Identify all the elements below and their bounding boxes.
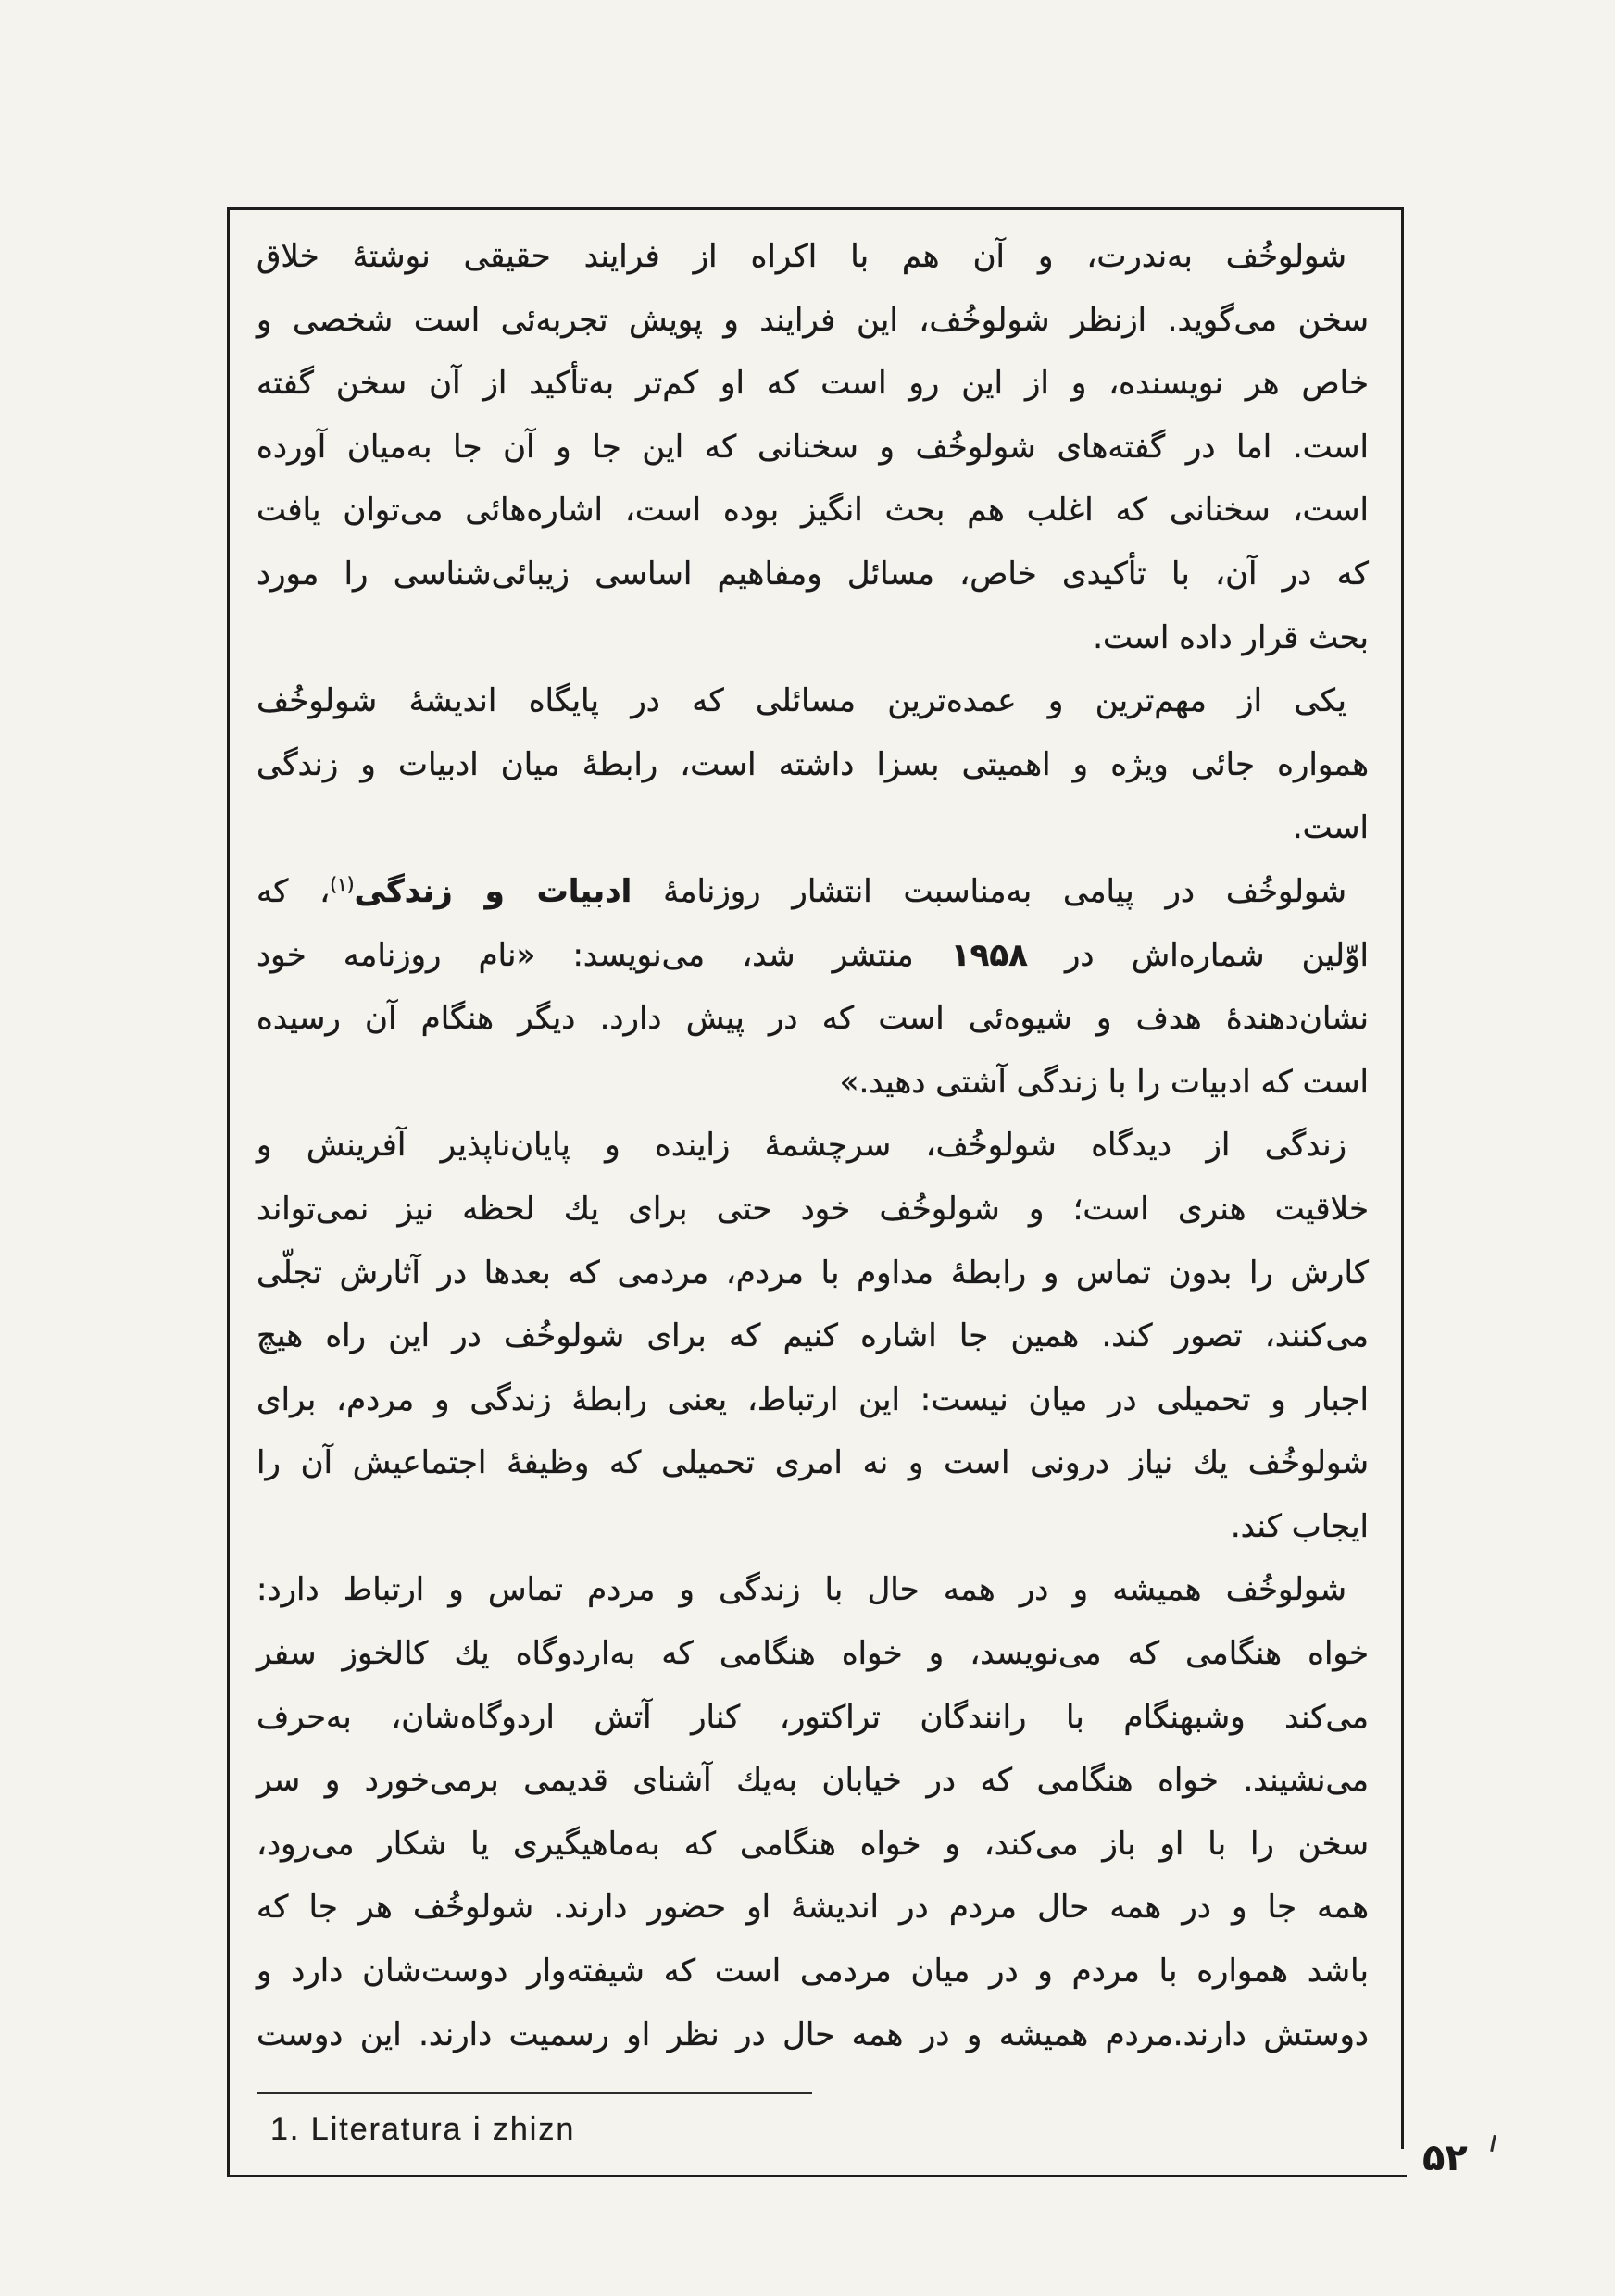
text-line: خلاقیت هنری است؛ و شولوخُف خود حتی برای یك لحظه نیز نمی‌تواند — [257, 1190, 1369, 1228]
paragraph — [257, 1114, 1369, 1558]
footnote-rule — [257, 2092, 812, 2094]
text-line: دوستش دارند.مردم همیشه و در همه حال در نظر او رسمیت دارند. این دوست — [257, 2015, 1369, 2053]
text-line: خاص هر نویسنده، و از این رو است که او کم‌تر به‌تأکید از آن سخن گفته — [257, 365, 1369, 403]
text-line: نشان‌دهندهٔ هدف و شیوه‌ئی است که در پیش دارد. دیگر هنگام آن رسیده — [257, 1000, 1369, 1038]
text-line: باشد همواره با مردم و در میان مردمی است که شیفته‌وار دوست‌شان دارد و — [257, 1953, 1369, 1990]
text-line: که در آن، با تأکیدی خاص، مسائل ومفاهیم اساسی زیبائی‌شناسی را مورد — [257, 555, 1369, 593]
text-line: است که ادبیات را با زندگی آشتی دهید.» — [839, 1063, 1369, 1101]
text-line: شولوخُف به‌ندرت، و آن هم با اکراه از فرایند حقیقی نوشتهٔ خلاق — [257, 238, 1346, 275]
text-line — [257, 860, 1369, 924]
footnote-reference: (۱) — [330, 872, 355, 895]
newspaper-title: ادبیات و زندگی — [354, 872, 632, 910]
text-segment: منتشر شد، می‌نویسد: «نام روزنامه خود — [257, 936, 951, 974]
page-frame-right — [1401, 207, 1404, 2149]
text-line: سخن را با او باز می‌کند، و خواه هنگامی که به‌ماهیگیری یا شکار می‌رود، — [257, 1825, 1369, 1863]
page-frame-top — [227, 207, 1404, 210]
text-line: همواره جائی ویژه و اهمیتی بسزا داشته است، رابطهٔ میان ادبیات و زندگی — [257, 745, 1369, 783]
footnote: 1. Literatura i zhizn — [270, 2112, 576, 2147]
paragraph — [257, 225, 1369, 669]
text-line: همه جا و در همه حال مردم در اندیشهٔ او حضور دارند. شولوخُف هر جا که — [257, 1889, 1369, 1927]
page-frame-left — [227, 207, 230, 2177]
text-segment: ، که — [257, 872, 331, 910]
text-line: کارش را بدون تماس و رابطهٔ مداوم با مردم، مردمی که بعدها در آثارش تجلّی — [257, 1254, 1369, 1292]
text-line: خواه هنگامی که می‌نویسد، و خواه هنگامی که به‌اردوگاه یك کالخوز سفر — [257, 1635, 1369, 1673]
text-line: می‌نشیند. خواه هنگامی که در خیابان به‌یك آشنای قدیمی برمی‌خورد و سر — [257, 1762, 1369, 1800]
text-line: است. اما در گفته‌های شولوخُف و سخنانی که این جا و آن جا به‌میان آورده — [257, 428, 1369, 466]
text-line: سخن می‌گوید. ازنظر شولوخُف، این فرایند و پویش تجربه‌ئی است شخصی و — [257, 301, 1369, 339]
text-line: اجبار و تحمیلی در میان نیست: این ارتباط، یعنی رابطهٔ زندگی و مردم، برای — [257, 1380, 1369, 1418]
text-line: ایجاب کند. — [1230, 1507, 1369, 1545]
year-number: ۱۹۵۸ — [950, 936, 1028, 974]
text-line: شولوخُف همیشه و در همه حال با زندگی و مردم تماس و ارتباط دارد: — [257, 1571, 1346, 1609]
paragraph — [257, 860, 1369, 1114]
text-segment: شولوخُف در پیامی به‌مناسبت انتشار روزنامهٔ — [632, 872, 1347, 910]
paragraph — [257, 1558, 1369, 2066]
paragraph — [257, 669, 1369, 860]
text-line: می‌کنند، تصور کند. همین جا اشاره کنیم که برای شولوخُف در این راه هیچ — [257, 1317, 1369, 1355]
text-segment: اوّلین شماره‌اش در — [1027, 936, 1369, 974]
text-line: است، سخنانی که اغلب هم بحث انگیز بوده است، اشاره‌هائی می‌توان یافت — [257, 492, 1369, 530]
scan-mark — [1490, 2135, 1496, 2152]
text-line — [257, 924, 1369, 988]
page-number: ۵۲ — [1422, 2137, 1468, 2179]
page-frame-bottom — [227, 2175, 1407, 2177]
text-line: یکی از مهم‌ترین و عمده‌ترین مسائلی که در پایگاه اندیشهٔ شولوخُف — [257, 682, 1346, 720]
text-line: زندگی از دیدگاه شولوخُف، سرچشمهٔ زاینده و پایان‌ناپذیر آفرینش و — [257, 1127, 1346, 1165]
text-line: شولوخُف یك نیاز درونی است و نه امری تحمیلی که وظیفهٔ اجتماعیش آن را — [257, 1444, 1369, 1482]
text-line: است. — [1292, 809, 1369, 847]
text-line: بحث قرار داده است. — [1093, 618, 1369, 656]
text-line: می‌کند وشبهنگام با رانندگان تراکتور، کنار آتش اردوگاه‌شان، به‌حرف — [257, 1698, 1369, 1736]
body-text — [257, 225, 1369, 2066]
